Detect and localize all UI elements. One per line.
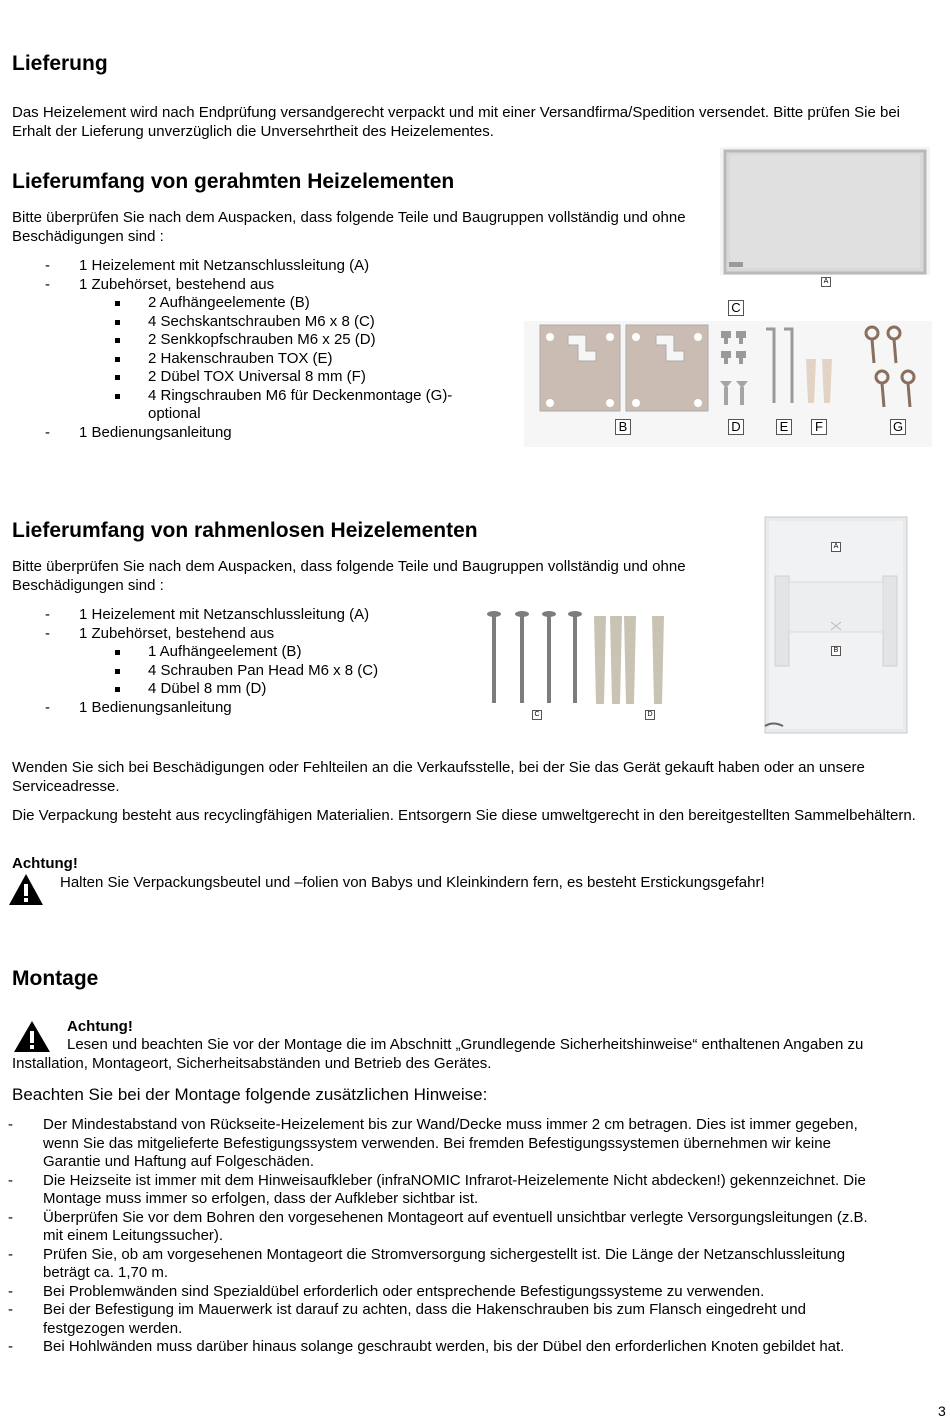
- list-item: 2 Hakenschrauben TOX (E): [115, 350, 495, 369]
- frameless-heater-image: [763, 516, 909, 736]
- list-item: 1 Aufhängeelement (B): [115, 643, 435, 662]
- list-item: - Der Mindestabstand von Rückseite-Heizelement bis zur Wand/Decke muss immer 2 cm betragen. Dies ist immer gegeben, wenn Sie das mitgelieferte Befestigungssystem verwenden. Bei fremden Befestigungssystemen übernehmen wir keine Garantie und Haftung auf Folgeschäden.: [8, 1116, 858, 1170]
- figure-label-f: F: [811, 419, 827, 435]
- packaging-note: Die Verpackung besteht aus recyclingfähigen Materialien. Entsorgern Sie diese umweltgerecht in den bereitgestellten Sammelbehältern.: [12, 807, 916, 824]
- figure-label-e: E: [776, 419, 792, 435]
- list-item: optional: [148, 405, 201, 422]
- list-item: 2 Aufhängeelemente (B): [115, 294, 495, 313]
- list-item: 2 Senkkopfschrauben M6 x 25 (D): [115, 331, 495, 350]
- delivery-text: Das Heizelement wird nach Endprüfung versandgerecht verpackt und mit einer Versandfirma/Spedition versendet. Bitte prüfen Sie bei Erhalt der Lieferung unverzüglich die Unversehrtheit des Heizelementes.: [12, 104, 900, 140]
- warning-title: Achtung!: [12, 855, 78, 872]
- list-item: - 1 Bedienungsanleitung: [45, 424, 232, 441]
- frameless-list-end: [45, 699, 475, 718]
- framed-list-end: [45, 424, 515, 443]
- list-item: - 1 Zubehörset, bestehend aus: [45, 624, 275, 642]
- montage-warning-title: Achtung!: [67, 1018, 133, 1035]
- warning-icon: [8, 873, 44, 912]
- framed-intro: Bitte überprüfen Sie nach dem Auspacken, dass folgende Teile und Baugruppen vollständig und ohne Beschädigungen sind :: [12, 209, 686, 245]
- list-item: 2 Dübel TOX Universal 8 mm (F): [115, 368, 495, 387]
- heading-framed: Lieferumfang von gerahmten Heizelementen: [12, 170, 455, 193]
- list-item: - Prüfen Sie, ob am vorgesehenen Montageort die Stromversorgung sichergestellt ist. Die Länge der Netzanschlussleitung beträgt ca. 1,70 m.: [8, 1245, 846, 1281]
- figure-label-g: G: [890, 419, 906, 435]
- figure-label-b: B: [615, 419, 631, 435]
- framed-accessories-image: [524, 299, 932, 447]
- damage-note: Wenden Sie sich bei Beschädigungen oder Fehlteilen an die Verkaufsstelle, bei der Sie das Gerät gekauft haben oder an unsere Serviceadresse.: [12, 759, 865, 795]
- frameless-sublist: [115, 643, 435, 699]
- figure-label-b: B: [831, 646, 841, 656]
- list-item: - Überprüfen Sie vor dem Bohren den vorgesehenen Montageort auf eventuell unsichtbar verlegte Versorgungsleitungen (z.B. mit einem Leitungssucher).: [8, 1208, 868, 1244]
- heading-lieferung: Lieferung: [12, 52, 108, 75]
- page-number: 3: [938, 1403, 946, 1419]
- framed-heater-image: [719, 145, 933, 285]
- montage-warning-text: Lesen und beachten Sie vor der Montage die im Abschnitt „Grundlegende Sicherheitshinweise“ enthaltenen Angaben zu: [67, 1036, 864, 1053]
- framed-sublist: [115, 294, 495, 424]
- montage-subtitle: Beachten Sie bei der Montage folgende zusätzlichen Hinweise:: [12, 1085, 488, 1104]
- frameless-intro: Bitte überprüfen Sie nach dem Auspacken, dass folgende Teile und Baugruppen vollständig und ohne Beschädigungen sind :: [12, 558, 686, 594]
- list-item: - 1 Heizelement mit Netzanschlussleitung (A): [45, 257, 370, 274]
- list-item: 4 Sechskantschrauben M6 x 8 (C): [115, 313, 495, 332]
- list-item: - Bei Hohlwänden muss darüber hinaus solange geschraubt werden, bis der Dübel den erforderlichen Knoten gebildet hat.: [8, 1338, 845, 1355]
- figure-label-a: A: [821, 277, 831, 287]
- figure-label-a: A: [831, 542, 841, 552]
- list-item: 4 Ringschrauben M6 für Deckenmontage (G)-: [115, 387, 495, 406]
- list-item: - 1 Zubehörset, bestehend aus: [45, 275, 275, 293]
- heading-frameless: Lieferumfang von rahmenlosen Heizelementen: [12, 519, 478, 542]
- list-item: - 1 Heizelement mit Netzanschlussleitung (A): [45, 606, 370, 623]
- list-item: 4 Dübel 8 mm (D): [115, 680, 435, 699]
- list-item: 4 Schrauben Pan Head M6 x 8 (C): [115, 662, 435, 681]
- list-item: - Bei der Befestigung im Mauerwerk ist darauf zu achten, dass die Hakenschrauben bis zum Flansch eingedreht und festgezogen werden.: [8, 1301, 806, 1337]
- list-item: - Die Heizseite ist immer mit dem Hinweisaufkleber (infraNOMIC Infrarot-Heizelemente Nicht abdecken!) gekennzeichnet. Die Montage muss immer so erfolgen, dass der Aufkleber sichtbar ist.: [8, 1171, 866, 1207]
- figure-label-c: C: [728, 300, 744, 316]
- list-item: - Bei Problemwänden sind Spezialdübel erforderlich oder entsprechende Befestigungssysteme zu verwenden.: [8, 1282, 765, 1300]
- list-item: - 1 Bedienungsanleitung: [45, 699, 232, 716]
- heading-montage: Montage: [12, 967, 99, 990]
- figure-label-d: D: [645, 710, 655, 720]
- warning-icon: [13, 1020, 51, 1059]
- frameless-list: [45, 606, 475, 643]
- figure-label-c: C: [532, 710, 542, 720]
- framed-list: [45, 257, 515, 294]
- frameless-accessories-image: [482, 608, 672, 722]
- figure-label-d: D: [728, 419, 744, 435]
- montage-warning-text-2: Installation, Montageort, Sicherheitsabständen und Betrieb des Gerätes.: [12, 1055, 492, 1072]
- warning-text: Halten Sie Verpackungsbeutel und –folien von Babys und Kleinkindern fern, es besteht Erstickungsgefahr!: [60, 874, 765, 891]
- montage-list: [8, 1116, 938, 1357]
